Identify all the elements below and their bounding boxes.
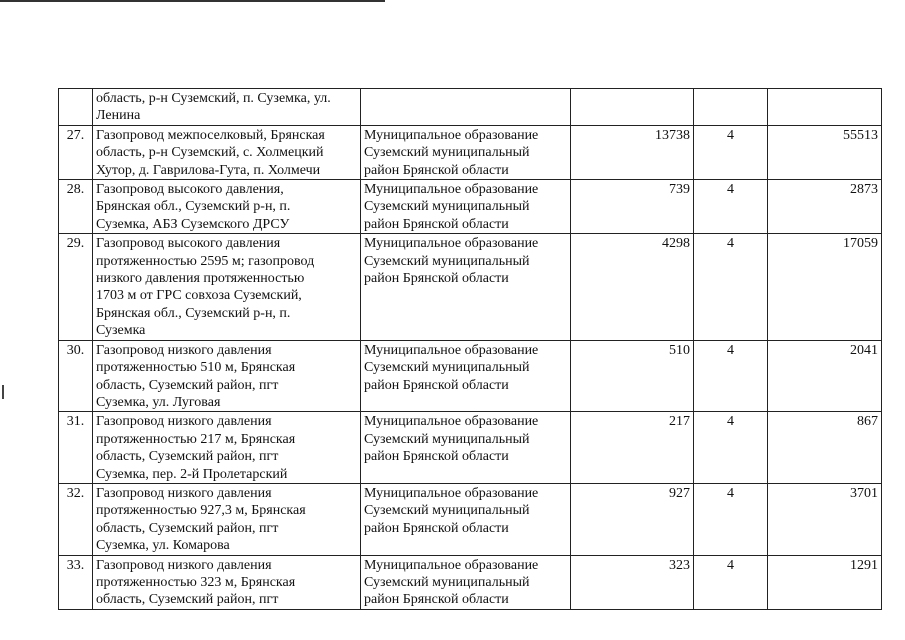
object-description: Газопровод низкого давления протяженностью 927,3 м, Брянская область, Суземский район, пгт Суземка, ул. Комарова	[93, 483, 361, 555]
value-2: 4	[694, 340, 768, 412]
table-row	[59, 412, 882, 484]
table-row	[59, 234, 882, 340]
value-2: 4	[694, 125, 768, 179]
owner: Муниципальное образование Суземский муниципальный район Брянской области	[361, 412, 571, 484]
property-table	[58, 88, 882, 610]
row-number	[59, 89, 93, 126]
owner: Муниципальное образование Суземский муниципальный район Брянской области	[361, 125, 571, 179]
top-rule	[0, 0, 385, 2]
owner: Муниципальное образование Суземский муниципальный район Брянской области	[361, 340, 571, 412]
value-3: 867	[768, 412, 882, 484]
scan-edge-mark	[2, 385, 4, 399]
table-row	[59, 89, 882, 126]
value-2	[694, 89, 768, 126]
value-2: 4	[694, 555, 768, 609]
value-2: 4	[694, 180, 768, 234]
row-number: 32.	[59, 483, 93, 555]
object-description: Газопровод высокого давления, Брянская обл., Суземский р-н, п. Суземка, АБЗ Суземского ДРСУ	[93, 180, 361, 234]
row-number: 29.	[59, 234, 93, 340]
table-row	[59, 340, 882, 412]
object-description: Газопровод низкого давления протяженностью 510 м, Брянская область, Суземский район, пгт Суземка, ул. Луговая	[93, 340, 361, 412]
table-row	[59, 555, 882, 609]
value-1: 739	[571, 180, 694, 234]
row-number: 28.	[59, 180, 93, 234]
owner: Муниципальное образование Суземский муниципальный район Брянской области	[361, 180, 571, 234]
row-number: 27.	[59, 125, 93, 179]
owner: Муниципальное образование Суземский муниципальный район Брянской области	[361, 555, 571, 609]
owner: Муниципальное образование Суземский муниципальный район Брянской области	[361, 483, 571, 555]
value-2: 4	[694, 234, 768, 340]
object-description: Газопровод низкого давления протяженностью 217 м, Брянская область, Суземский район, пгт Суземка, пер. 2-й Пролетарский	[93, 412, 361, 484]
value-1: 927	[571, 483, 694, 555]
value-1: 4298	[571, 234, 694, 340]
value-2: 4	[694, 412, 768, 484]
table-row	[59, 180, 882, 234]
value-1: 323	[571, 555, 694, 609]
object-description: Газопровод межпоселковый, Брянская область, р-н Суземский, с. Холмецкий Хутор, д. Гаврилова-Гута, п. Холмечи	[93, 125, 361, 179]
value-2: 4	[694, 483, 768, 555]
value-3: 3701	[768, 483, 882, 555]
object-description: Газопровод низкого давления протяженностью 323 м, Брянская область, Суземский район, пгт	[93, 555, 361, 609]
value-1	[571, 89, 694, 126]
owner: Муниципальное образование Суземский муниципальный район Брянской области	[361, 234, 571, 340]
owner	[361, 89, 571, 126]
value-1: 510	[571, 340, 694, 412]
row-number: 30.	[59, 340, 93, 412]
value-3: 17059	[768, 234, 882, 340]
value-3: 2873	[768, 180, 882, 234]
value-3: 2041	[768, 340, 882, 412]
table-row	[59, 483, 882, 555]
value-3: 1291	[768, 555, 882, 609]
row-number: 31.	[59, 412, 93, 484]
value-1: 13738	[571, 125, 694, 179]
value-3: 55513	[768, 125, 882, 179]
value-1: 217	[571, 412, 694, 484]
value-3	[768, 89, 882, 126]
row-number: 33.	[59, 555, 93, 609]
object-description: область, р-н Суземский, п. Суземка, ул. Ленина	[93, 89, 361, 126]
table-row	[59, 125, 882, 179]
object-description: Газопровод высокого давления протяженностью 2595 м; газопровод низкого давления протяженностью 1703 м от ГРС совхоза Суземский, Брянская обл., Суземский р-н, п. Суземка	[93, 234, 361, 340]
